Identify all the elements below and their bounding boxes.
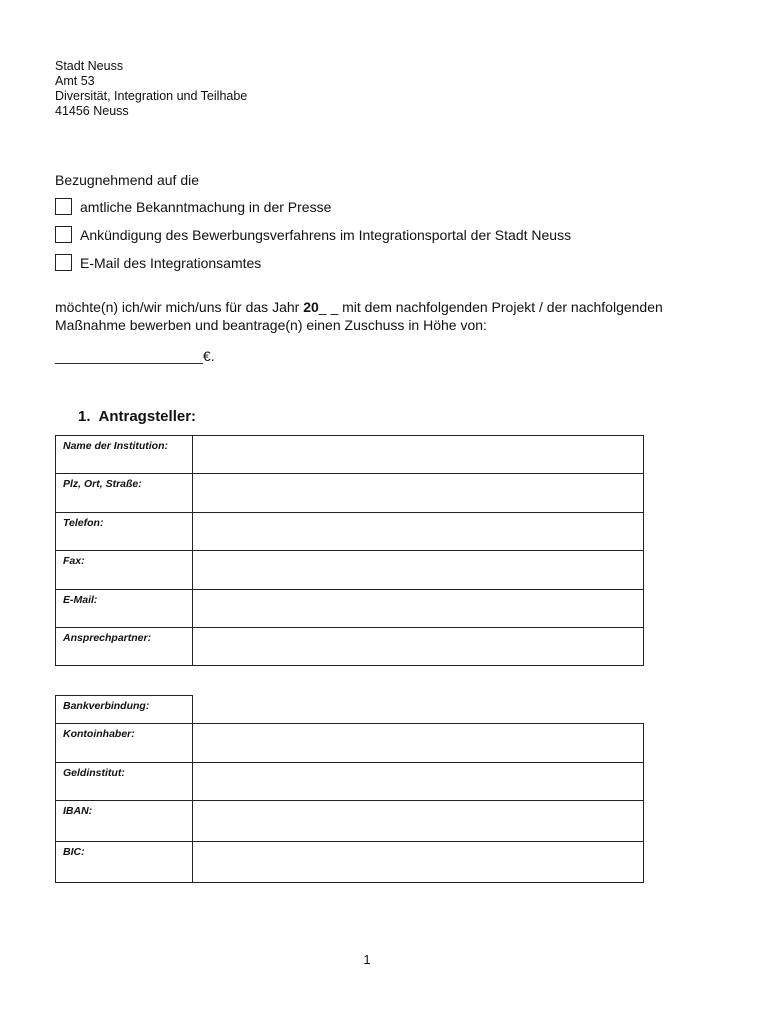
fax-field[interactable] xyxy=(193,551,644,590)
application-paragraph xyxy=(55,298,695,334)
page-number: 1 xyxy=(363,952,371,967)
table-row xyxy=(56,551,644,590)
year-prefix: 20 xyxy=(303,299,319,315)
account-holder-field[interactable] xyxy=(193,724,644,763)
amount-field[interactable]: ___________________€. xyxy=(55,348,215,364)
institution-name-field[interactable] xyxy=(193,436,644,474)
table-row xyxy=(56,842,644,883)
applicant-table xyxy=(55,435,644,666)
table-row xyxy=(56,590,644,628)
field-label: Fax: xyxy=(56,551,193,590)
field-label: Name der Institution: xyxy=(56,436,193,474)
table-row xyxy=(56,628,644,666)
field-label: Geldinstitut: xyxy=(56,763,193,801)
field-label: Kontoinhaber: xyxy=(56,724,193,763)
address-line: Diversität, Integration und Teilhabe xyxy=(55,89,248,103)
section-number: 1. xyxy=(78,408,91,425)
table-row xyxy=(56,474,644,513)
bic-field[interactable] xyxy=(193,842,644,883)
table-row xyxy=(56,696,644,724)
table-row xyxy=(56,513,644,551)
field-label: Ansprechpartner: xyxy=(56,628,193,666)
field-label: IBAN: xyxy=(56,801,193,842)
table-row xyxy=(56,763,644,801)
address-field[interactable] xyxy=(193,474,644,513)
option-email[interactable] xyxy=(55,254,261,271)
checkbox[interactable] xyxy=(55,198,72,215)
checkbox[interactable] xyxy=(55,254,72,271)
table-row xyxy=(56,724,644,763)
option-portal[interactable] xyxy=(55,226,571,243)
field-label: Telefon: xyxy=(56,513,193,551)
table-row xyxy=(56,436,644,474)
iban-field[interactable] xyxy=(193,801,644,842)
paragraph-text: _ _ mit dem nachfolgenden Projekt / der nachfolgenden xyxy=(318,299,663,315)
intro-text: Bezugnehmend auf die xyxy=(55,172,199,188)
bank-name-field[interactable] xyxy=(193,763,644,801)
field-label: BIC: xyxy=(56,842,193,883)
recipient-address xyxy=(55,59,247,119)
bank-heading-spacer xyxy=(193,696,644,724)
paragraph-text: Maßnahme bewerben und beantrage(n) einen Zuschuss in Höhe von: xyxy=(55,317,487,333)
paragraph-text: möchte(n) ich/wir mich/uns für das Jahr xyxy=(55,299,304,315)
address-line: Stadt Neuss xyxy=(55,59,124,73)
section-title: Antragsteller: xyxy=(98,408,197,425)
phone-field[interactable] xyxy=(193,513,644,551)
option-label: E-Mail des Integrationsamtes xyxy=(80,254,262,271)
field-label: Plz, Ort, Straße: xyxy=(56,474,193,513)
field-label: E-Mail: xyxy=(56,590,193,628)
address-line: Amt 53 xyxy=(55,74,95,88)
bank-table xyxy=(55,695,644,883)
option-label: Ankündigung des Bewerbungsverfahrens im Integrationsportal der Stadt Neuss xyxy=(80,226,572,243)
bank-heading: Bankverbindung: xyxy=(56,696,193,724)
email-field[interactable] xyxy=(193,590,644,628)
contact-person-field[interactable] xyxy=(193,628,644,666)
address-line: 41456 Neuss xyxy=(55,104,129,118)
section-heading xyxy=(78,408,196,425)
option-label: amtliche Bekanntmachung in der Presse xyxy=(80,198,332,215)
option-press[interactable] xyxy=(55,198,331,215)
checkbox[interactable] xyxy=(55,226,72,243)
table-row xyxy=(56,801,644,842)
